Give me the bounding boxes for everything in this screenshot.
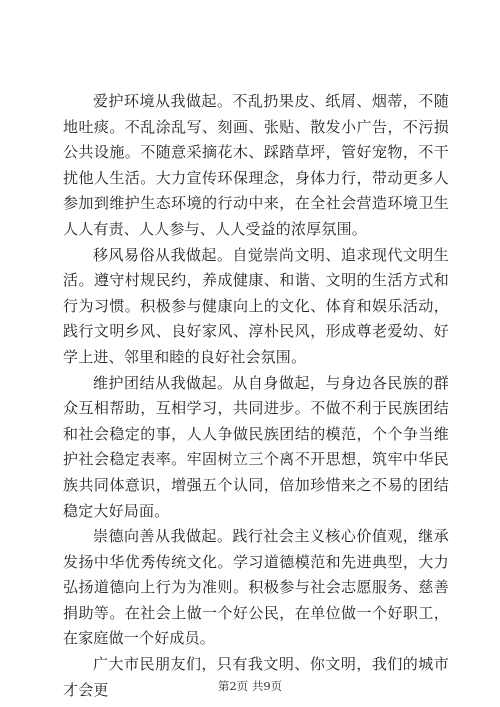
paragraph-maintain-unity: 维护团结从我做起。从自身做起，与身边各民族的群众互相帮助，互相学习，共同进步。不做不利于民族团结和社会稳定的事，人人争做民族团结的模范，个个争当维护社会稳定表率。牢固树立三个离不开思想，筑牢中华民族共同体意识，增强五个认同，倍加珍惜来之不易的团结稳定大好局面。 (63, 373, 449, 520)
page-number-footer: 第2页 共9页 (217, 679, 283, 693)
paragraph-citizens: 广大市民朋友们，只有我文明、你文明，我们的城市才会更 (63, 655, 449, 699)
paragraph-virtue: 崇德向善从我做起。践行社会主义核心价值观，继承发扬中华优秀传统文化。学习道德模范和先进典型，大力弘扬道德向上行为为准则。积极参与社会志愿服务、慈善捐助等。在社会上做一个好公民，在单位做一个好职工，在家庭做一个好成员。 (63, 527, 449, 648)
paragraph-protect-environment: 爱护环境从我做起。不乱扔果皮、纸屑、烟蒂，不随地吐痰。不乱涂乱写、刻画、张贴、散发小广告，不污损公共设施。不随意采摘花木、踩踏草坪，管好宠物，不干扰他人生活。大力宣传环保理念，身体力行，带动更多人参加到维护生态环境的行动中来，在全社会营造环境卫生人人有责、人人参与、人人受益的浓厚氛围。 (63, 92, 449, 238)
document-body (63, 89, 449, 703)
paragraph-change-customs: 移风易俗从我做起。自觉崇尚文明、追求现代文明生活。遵守村规民约，养成健康、和谐、文明的生活方式和行为习惯。积极参与健康向上的文化、体育和娱乐活动，践行文明乡风、良好家风、淳朴民风，形成尊老爱幼、好学上进、邻里和睦的良好社会氛围。 (63, 245, 449, 366)
